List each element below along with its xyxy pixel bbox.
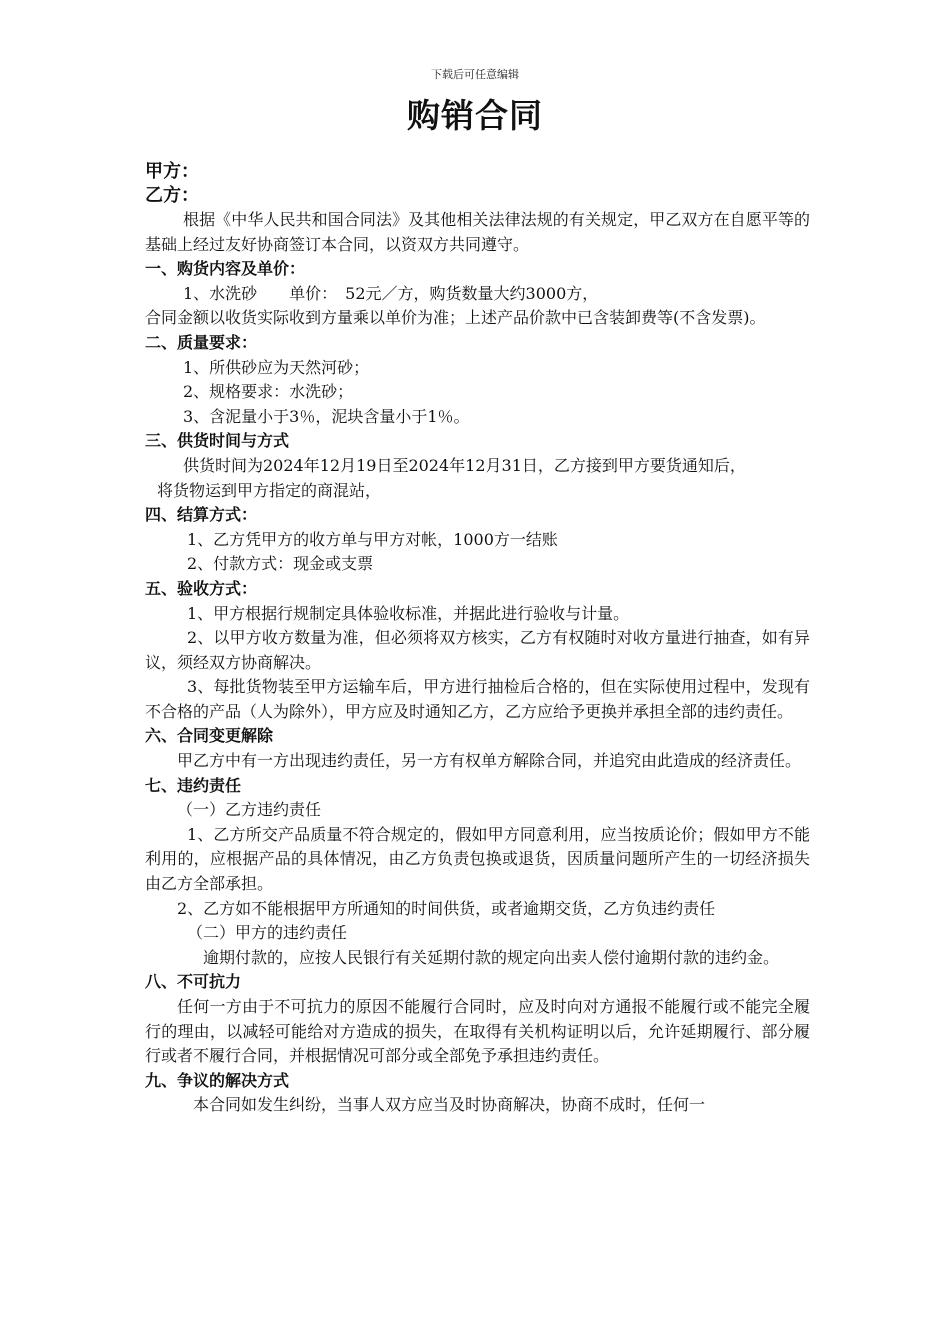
section-7-heading: 七、违约责任: [145, 775, 242, 795]
section-4-heading: 四、结算方式：: [145, 505, 258, 525]
party-b-label: 乙方：: [145, 185, 199, 206]
section-4-line-2: 2、付款方式：现金或支票: [187, 554, 374, 574]
section-1-heading: 一、购货内容及单价：: [145, 259, 306, 279]
contract-body: [145, 160, 810, 1118]
section-2-line-2: 2、规格要求：水洗砂；: [183, 382, 354, 402]
section-6-heading: 六、合同变更解除: [145, 726, 274, 746]
section-7-subheading-2: （二）甲方的违约责任: [187, 923, 348, 943]
section-9-heading: 九、争议的解决方式: [145, 1070, 290, 1090]
section-2-heading: 二、质量要求：: [145, 332, 258, 352]
section-5-heading: 五、验收方式：: [145, 578, 258, 598]
intro-paragraph: 根据《中华人民共和国合同法》及其他相关法律法规的有关规定，甲乙双方在自愿平等的基础上经过友好协商签订本合同，以资双方共同遵守。: [145, 210, 810, 254]
section-9-line-1: 本合同如发生纠纷，当事人双方应当及时协商解决，协商不成时，任何一: [193, 1095, 706, 1115]
section-5-line-3: 3、每批货物装至甲方运输车后，甲方进行抽检后合格的，但在实际使用过程中，发现有不合格的产品（人为除外），甲方应及时通知乙方，乙方应给予更换并承担全部的违约责任。: [145, 677, 810, 721]
section-8-heading: 八、不可抗力: [145, 972, 242, 992]
section-3-line-2: 将货物运到甲方指定的商混站，: [157, 480, 382, 500]
section-2-line-3: 3、含泥量小于3％，泥块含量小于1％。: [183, 406, 470, 426]
section-4-line-1: 1、乙方凭甲方的收方单与甲方对帐，1000方一结账: [187, 529, 558, 549]
section-7-line-2: 2、乙方如不能根据甲方所通知的时间供货，或者逾期交货，乙方负违约责任: [177, 898, 716, 918]
section-7-subheading-1: （一）乙方违约责任: [177, 800, 322, 820]
section-7-line-3: 逾期付款的，应按人民银行有关延期付款的规定向出卖人偿付逾期付款的违约金。: [203, 947, 780, 967]
section-3-heading: 三、供货时间与方式: [145, 431, 290, 451]
section-5-line-2: 2、以甲方收方数量为准，但必须将双方核实，乙方有权随时对收方量进行抽查，如有异议，须经双方协商解决。: [145, 628, 810, 672]
party-a-label: 甲方：: [145, 161, 199, 182]
section-7-line-1: 1、乙方所交产品质量不符合规定的，假如甲方同意利用，应当按质论价；假如甲方不能利用的，应根据产品的具体情况，由乙方负责包换或退货，因质量问题所产生的一切经济损失由乙方全部承担。: [145, 824, 810, 894]
section-1-line-1: 1、水洗砂 单价： 52元／方，购货数量大约3000方，: [183, 283, 599, 303]
document-title: 购销合同: [407, 96, 543, 135]
section-3-line-1: 供货时间为2024年12月19日至2024年12月31日，乙方接到甲方要货通知后，: [183, 455, 746, 475]
section-5-line-1: 1、甲方根据行规制定具体验收标准，并据此进行验收与计量。: [187, 603, 630, 623]
section-6-line-1: 甲乙方中有一方出现违约责任，另一方有权单方解除合同，并追究由此造成的经济责任。: [177, 751, 802, 771]
section-1-line-2: 合同金额以收货实际收到方量乘以单价为准；上述产品价款中已含装卸费等(不含发票)。: [145, 308, 766, 328]
header-note: 下载后可任意编辑: [431, 68, 519, 81]
section-2-line-1: 1、所供砂应为天然河砂；: [183, 357, 370, 377]
section-8-line-1: 任何一方由于不可抗力的原因不能履行合同时，应及时向对方通报不能履行或不能完全履行的理由，以减轻可能给对方造成的损失，在取得有关机构证明以后，允许延期履行、部分履行或者不履行合同，并根据情况可部分或全部免予承担违约责任。: [145, 997, 810, 1066]
